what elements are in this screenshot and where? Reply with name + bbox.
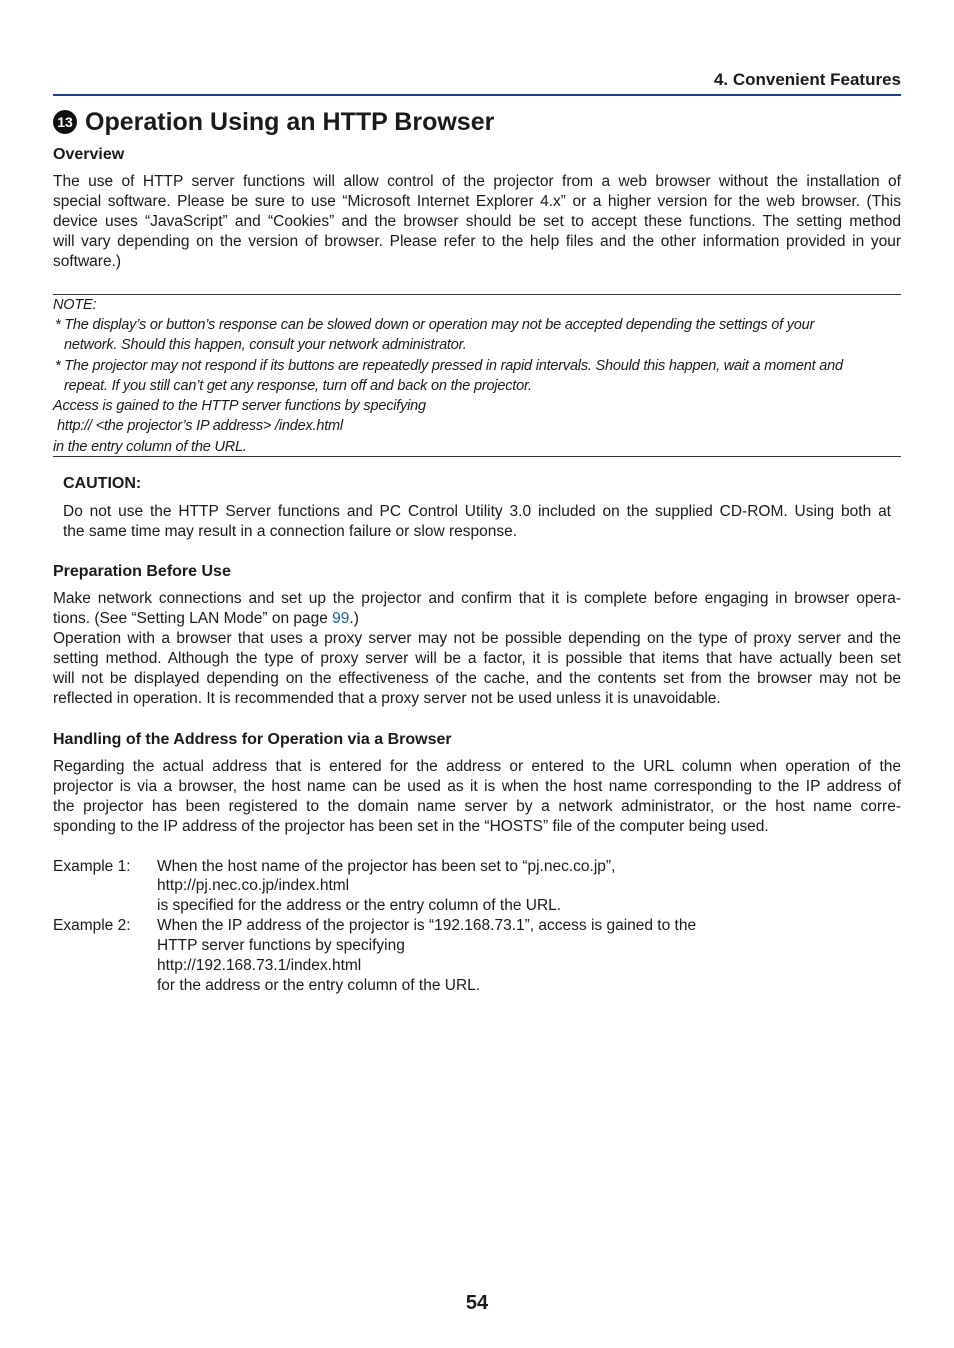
section-number-badge: 13 [53, 110, 77, 134]
example-1-label: Example 1: [53, 858, 131, 875]
note-line: in the entry column of the URL. [53, 439, 247, 455]
example-2-line: for the address or the entry column of the URL. [157, 977, 481, 994]
text-line: reflected in operation. It is recommended that a proxy server not be used unless it is unavoidable. [53, 690, 721, 707]
text-line [53, 609, 901, 629]
text-line: special software. Please be sure to use “Microsoft Internet Explorer 4.x” or a higher version for the web browser. (This [53, 193, 901, 210]
preparation-heading: Preparation Before Use [53, 563, 231, 580]
text-line: Do not use the HTTP Server functions and PC Control Utility 3.0 included on the supplied CD-ROM. Using both at [63, 503, 891, 520]
text-line: projector is via a browser, the host name can be used as it is when the host name corresponding to the IP address of [53, 778, 901, 795]
caution-paragraph [63, 502, 891, 542]
caution-heading: CAUTION: [63, 475, 142, 492]
text-line: the same time may result in a connection failure or slow response. [63, 523, 518, 540]
text-line: Make network connections and set up the projector and confirm that it is complete before engaging in browser opera- [53, 590, 901, 607]
text-fragment: tions. (See “Setting LAN Mode” on page [53, 610, 333, 627]
note-line: Access is gained to the HTTP server functions by specifying [53, 398, 426, 414]
note-line: * The display’s or button’s response can be slowed down or operation may not be accepted depending the settings of your [55, 317, 815, 333]
page-link[interactable]: 99 [332, 610, 350, 627]
text-fragment: .) [349, 610, 359, 627]
note-url-line: http:// <the projector’s IP address> /index.html [57, 418, 343, 434]
example-2-label: Example 2: [53, 917, 131, 934]
example-1-line: is specified for the address or the entry column of the URL. [157, 897, 562, 914]
text-line: device uses “JavaScript” and “Cookies” and the browser should be set to accept these functions. The setting method [53, 213, 901, 230]
example-2-line: When the IP address of the projector is “192.168.73.1”, access is gained to the [157, 917, 697, 934]
page-header [53, 70, 901, 96]
overview-heading: Overview [53, 146, 125, 163]
note-line: network. Should this happen, consult your network administrator. [64, 337, 467, 353]
text-line: sponding to the IP address of the projector has been set in the “HOSTS” file of the computer being used. [53, 818, 769, 835]
page-number: 54 [465, 1292, 489, 1314]
example-1-line: When the host name of the projector has been set to “pj.nec.co.jp”, [157, 858, 616, 875]
text-line: Regarding the actual address that is entered for the address or entered to the URL column when operation of the [53, 758, 901, 775]
text-line: the projector has been registered to the domain name server by a network administrator, or the host name corre- [53, 798, 901, 815]
note-label: NOTE: [53, 297, 97, 313]
text-line: The use of HTTP server functions will allow control of the projector from a web browser without the installation of [53, 173, 901, 190]
page-title-text: Operation Using an HTTP Browser [85, 108, 495, 136]
text-line: will not be displayed depending on the effectiveness of the cache, and the contents set from the browser may not be [53, 670, 901, 687]
text-line: software.) [53, 253, 122, 270]
handling-paragraph [53, 757, 901, 837]
text-line: will vary depending on the version of browser. Please refer to the help files and the other information provided in your [53, 233, 901, 250]
text-line: setting method. Although the type of proxy server will be a factor, it is possible that items that have actually been set [53, 650, 901, 667]
text-line: Operation with a browser that uses a proxy server may not be possible depending on the type of proxy server and the [53, 630, 901, 647]
note-line: repeat. If you still can’t get any response, turn off and back on the projector. [64, 378, 532, 394]
page-title [53, 105, 494, 139]
example-1-url: http://pj.nec.co.jp/index.html [157, 877, 350, 894]
handling-heading: Handling of the Address for Operation via a Browser [53, 731, 452, 748]
section-title: 4. Convenient Features [713, 70, 901, 89]
preparation-paragraph [53, 589, 901, 709]
note-line: * The projector may not respond if its buttons are repeatedly pressed in rapid intervals. Should this happen, wait a moment and [55, 358, 843, 374]
note-box [53, 294, 901, 457]
overview-paragraph [53, 172, 901, 272]
example-2-line: HTTP server functions by specifying [157, 937, 405, 954]
example-2-url: http://192.168.73.1/index.html [157, 957, 362, 974]
